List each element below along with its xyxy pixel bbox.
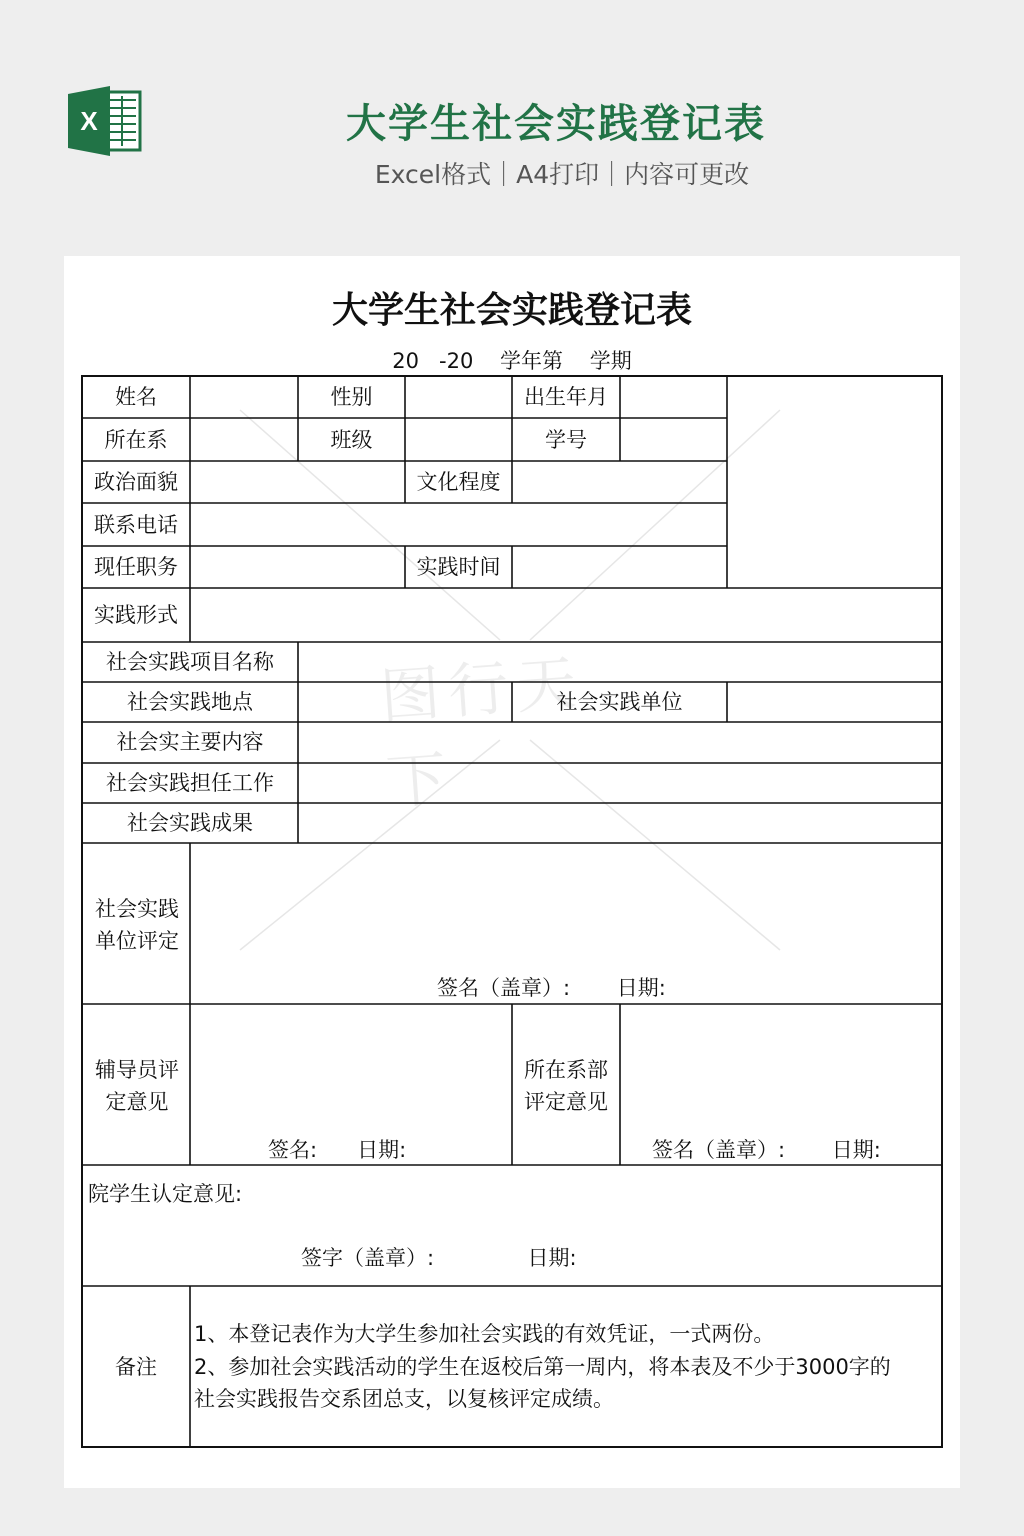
label-education: 文化程度 <box>416 470 501 494</box>
form-term: 20 -20 学年第 学期 <box>392 349 632 373</box>
results-field[interactable] <box>299 804 941 842</box>
label-location: 社会实践地点 <box>127 690 253 714</box>
label-results: 社会实践成果 <box>127 811 253 835</box>
label-phone: 联系电话 <box>94 513 178 537</box>
political-field[interactable] <box>191 462 404 502</box>
class-field[interactable] <box>406 419 511 460</box>
label-name: 姓名 <box>115 385 157 409</box>
label-class: 班级 <box>330 428 373 452</box>
page-title: 大学生社会实践登记表 <box>346 101 766 147</box>
birth-field[interactable] <box>621 377 726 417</box>
label-gender: 性别 <box>330 385 373 409</box>
unit-field[interactable] <box>728 683 941 721</box>
form-title: 大学生社会实践登记表 <box>331 290 692 331</box>
college-eval-signature: 签字（盖章）: 日期: <box>301 1246 577 1270</box>
label-project-name: 社会实践项目名称 <box>106 650 274 674</box>
position-field[interactable] <box>191 547 404 587</box>
label-student-id: 学号 <box>545 428 587 452</box>
remark-line-3: 社会实践报告交系团总支，以复核评定成绩。 <box>194 1387 614 1411</box>
page-subtitle: Excel格式｜A4打印｜内容可更改 <box>374 160 750 189</box>
label-college-eval: 院学生认定意见: <box>88 1182 243 1206</box>
label-position: 现任职务 <box>94 555 178 579</box>
label-remarks: 备注 <box>115 1355 157 1379</box>
label-birth: 出生年月 <box>524 385 608 409</box>
education-field[interactable] <box>513 462 726 502</box>
practice-time-field[interactable] <box>513 547 726 587</box>
remark-line-2: 2、参加社会实践活动的学生在返校后第一周内，将本表及不少于3000字的 <box>194 1355 891 1379</box>
name-field[interactable] <box>191 377 297 417</box>
gender-field[interactable] <box>406 377 511 417</box>
label-work: 社会实践担任工作 <box>106 771 274 795</box>
project-name-field[interactable] <box>299 643 941 681</box>
label-department: 所在系 <box>104 428 168 452</box>
svg-text:X: X <box>80 106 98 136</box>
dept-eval-field[interactable] <box>621 1005 941 1130</box>
remark-line-1: 1、本登记表作为大学生参加社会实践的有效凭证，一式两份。 <box>194 1322 775 1346</box>
label-practice-time: 实践时间 <box>416 555 501 579</box>
work-field[interactable] <box>299 764 941 802</box>
label-content: 社会实主要内容 <box>116 730 264 754</box>
location-field[interactable] <box>299 683 511 721</box>
label-political: 政治面貌 <box>94 470 178 494</box>
label-dept-eval: 所在系部评定意见 <box>524 1058 608 1114</box>
counselor-eval-signature: 签名: 日期: <box>268 1138 407 1162</box>
photo-field[interactable] <box>728 377 941 587</box>
label-counselor-eval: 辅导员评定意见 <box>95 1058 179 1114</box>
unit-eval-field[interactable] <box>191 844 941 974</box>
unit-eval-signature: 签名（盖章）: 日期: <box>437 976 666 1000</box>
label-unit: 社会实践单位 <box>556 690 683 714</box>
label-unit-eval: 社会实践单位评定 <box>95 897 179 953</box>
phone-field[interactable] <box>191 504 726 545</box>
dept-eval-signature: 签名（盖章）: 日期: <box>652 1138 881 1162</box>
counselor-eval-field[interactable] <box>191 1005 511 1130</box>
college-eval-field[interactable] <box>83 1210 941 1240</box>
label-practice-form: 实践形式 <box>94 603 178 627</box>
content-field[interactable] <box>299 723 941 762</box>
department-field[interactable] <box>191 419 297 460</box>
practice-form-field[interactable] <box>191 589 941 641</box>
student-id-field[interactable] <box>621 419 726 460</box>
